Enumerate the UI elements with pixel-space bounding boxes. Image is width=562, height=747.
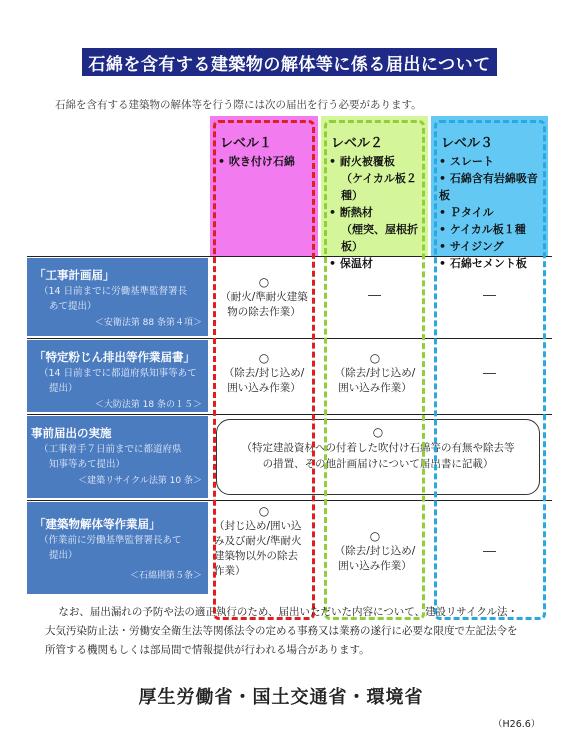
- row-law: ＜大防法第 18 条の１５＞: [94, 400, 202, 410]
- level-3-heading: レベル３: [441, 136, 494, 151]
- level-1-heading: レベル１: [220, 136, 273, 151]
- issue-date: （H26.6）: [493, 719, 541, 730]
- level-2-frame: [324, 120, 425, 620]
- page-title: 石綿を含有する建築物の解体等に係る届出について: [82, 48, 497, 76]
- circle-mark: ○: [258, 351, 270, 365]
- row-law: ＜建築リサイクル法第 10 条＞: [78, 476, 202, 486]
- cell-text: 囲い込み作業）: [338, 382, 412, 394]
- row-label-prior-notification: [27, 416, 208, 498]
- row-sub: 提出）: [49, 550, 78, 561]
- cell-text: （特定建設資材への付着した吹付け石綿等の有無や除去等: [241, 442, 515, 454]
- cell-text: （耐火/準耐火建築: [220, 291, 308, 303]
- footnote: [45, 603, 525, 660]
- cell-text: （除去/封じ込め/: [223, 367, 305, 379]
- level-3-item: • スレート: [439, 155, 494, 168]
- cell-text: 囲い込み作業）: [338, 560, 412, 572]
- level-2-item: • 保温材: [329, 257, 373, 270]
- circle-mark: ○: [258, 504, 270, 518]
- row-title: 「特定粉じん排出等作業届書」: [34, 350, 195, 364]
- row-sub: 提出）: [49, 383, 78, 394]
- row-label-demolition-work: [27, 502, 208, 594]
- cell-text: （除去/封じ込め/: [334, 545, 416, 557]
- dash-mark: ―: [483, 366, 496, 381]
- cell-text: 物の除去作業）: [227, 306, 301, 318]
- circle-mark: ○: [258, 275, 270, 289]
- row-sub: あて提出）: [49, 301, 97, 312]
- row-sub: （作業前に労働基準監督署長あて: [39, 535, 182, 546]
- level-3-item: • ケイカル板１種: [439, 223, 526, 236]
- cell-text: の措置、その他計画届けについて届出書に記載）: [262, 458, 494, 470]
- ministries: 厚生労働省・国土交通省・環境省: [138, 687, 424, 708]
- level-3-item: • Ｐタイル: [439, 206, 494, 219]
- circle-mark: ○: [369, 351, 381, 365]
- footnote-text: なお、届出漏れの予防や法の適正執行のため、届出いただいた内容について、建設リサイクル法・大気汚染防止法・労働安全衛生法等関係法令の定める事務又は業務の遂行に必要な限度で左記法令を所管する機関もしくは部局間で情報提供が行われる場合があります。: [45, 606, 519, 656]
- row-title: 「工事計画届」: [34, 268, 115, 282]
- row-label-construction-plan: [27, 258, 208, 336]
- row-sub: 知事等あて提出）: [49, 459, 126, 470]
- cell-text: 作業）: [214, 565, 246, 577]
- cell-text: 建築物以外の除去: [214, 550, 298, 562]
- intro-text: 石綿を含有する建築物の解体等を行う際には次の届出を行う必要があります。: [55, 99, 422, 111]
- cell-text: み及び耐火/準耐火: [214, 535, 302, 547]
- row-sub: （工事着手７日前までに都道府県: [39, 444, 182, 455]
- row-law: ＜安衛法第 88 条第４項＞: [94, 318, 202, 328]
- level-3-item: • 石綿セメント板: [439, 257, 527, 270]
- row-sub: （14 日前までに都道府県知事等あて: [39, 368, 197, 379]
- level-2-item: （煙突、屋根折板）: [341, 223, 418, 253]
- level-2-heading: レベル２: [331, 136, 384, 151]
- circle-mark: ○: [369, 529, 381, 543]
- row-title: 「建築物解体等作業届」: [34, 517, 161, 531]
- level-1-item: • 吹き付け石綿: [218, 155, 295, 168]
- cell-text: （除去/封じ込め/: [334, 367, 416, 379]
- dash-mark: ―: [483, 544, 496, 559]
- row-title: 事前届出の実施: [31, 426, 112, 440]
- circle-mark: ○: [372, 425, 384, 439]
- dash-mark: ―: [483, 288, 496, 303]
- level-2-item: • 断熱材: [329, 206, 373, 219]
- dash-mark: ―: [368, 288, 381, 303]
- level-3-item: • 石綿含有岩綿吸音板: [439, 172, 538, 202]
- row-label-dust-emission: [27, 340, 208, 412]
- level-2-item: • 耐火被覆板: [329, 155, 395, 168]
- level-3-item: • サイジング: [439, 240, 504, 253]
- level-3-frame: [434, 120, 546, 620]
- row-law: ＜石綿則第５条＞: [129, 571, 202, 581]
- cell-text: 囲い込み作業）: [227, 382, 301, 394]
- level-1-frame: [213, 120, 315, 620]
- row-sub: （14 日前までに労働基準監督署長: [39, 286, 188, 297]
- level-2-item: （ケイカル板２種）: [341, 172, 417, 202]
- cell-text: （封じ込め/囲い込: [214, 520, 302, 532]
